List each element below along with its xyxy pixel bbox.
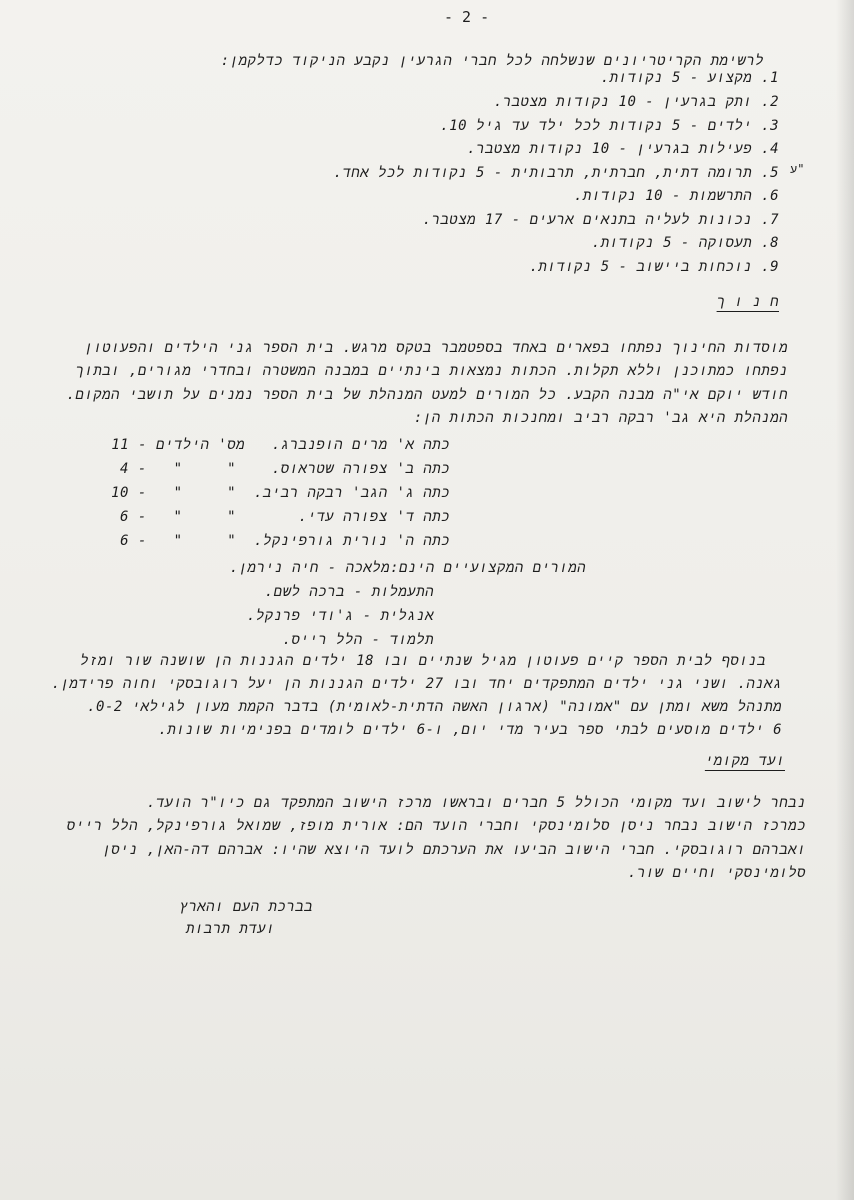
class-row: כתה א' מרים הופנברג. מס' הילדים - 11 [111, 437, 450, 453]
criteria-item: 9. נוכחות ביישוב - 5 נקודות. [529, 259, 779, 275]
criteria-item: 5. תרומה דתית, חברתית, תרבותית - 5 נקודות לכל אחד. [333, 165, 779, 181]
class-row: כתה ה' נורית גורפינקל. " " - 6 [120, 533, 450, 549]
committee-paragraph-line: כמרכז הישוב נבחר ניסן סלומינסקי וחברי הועד הם: אורית מופז, שמואל גורפינקל, הלל רייס [66, 818, 806, 834]
education-paragraph-line: המנהלת היא גב' רבקה רביב ומחנכות הכתות הן: [413, 410, 788, 426]
education-paragraph-line: מוסדות החינוך נפתחו בפארים באחד בספטמבר בטקס מרגש. בית הספר גני הילדים והפעוטון [84, 340, 788, 356]
page-number: - 2 - [444, 8, 490, 26]
specialist-teacher: אנגלית - ג'ודי פרנקל. [246, 608, 434, 624]
criteria-item: 1. מקצוע - 5 נקודות. [600, 70, 779, 86]
committee-paragraph-line: נבחר לישוב ועד מקומי הכולל 5 חברים ובראשו מרכז הישוב המתפקד גם כיו"ר הועד. [146, 795, 806, 811]
specialist-teachers: המורים המקצועיים הינם:מלאכה - חיה נירמן. [229, 560, 586, 576]
criteria-item: 6. התרשמות - 10 נקודות. [573, 188, 779, 204]
closing-signature: ועדת תרבות [185, 921, 275, 937]
criteria-item: 8. תעסוקה - 5 נקודות. [591, 235, 779, 251]
education-paragraph2-line: גאנה. ושני גני ילדים המתפקדים יחד ובו 27 ילדים הגננות הן יעל רוגובסקי וחוה פרידמן. [51, 676, 782, 692]
criteria-intro: לרשימת הקריטריונים שנשלחה לכל חברי הגרעין נקבע הניקוד כדלקמן: [220, 53, 764, 69]
criteria-item: 7. נכונות לעליה בתנאים ארעים - 17 מצטבר. [422, 212, 779, 228]
committee-paragraph-line: ואברהם רוגובסקי. חברי הישוב הביעו את הערכתם לועד היוצא שהיו: אברהם דה-האן, ניסן [102, 842, 806, 858]
education-paragraph2-line: 6 ילדים מוסעים לבתי ספר בעיר מדי יום, ו-6 ילדים לומדים בפנימיות שונות. [158, 722, 782, 738]
education-paragraph2-line: מתנהל משא ומתן עם "אמונה" (ארגון האשה הדתית-לאומית) בדבר הקמת מעון לגילאי 0-2. [87, 699, 782, 715]
criteria-item: 2. ותק בגרעין - 10 נקודות מצטבר. [493, 94, 779, 110]
specialist-teacher: התעמלות - ברכה לשם. [264, 584, 434, 600]
committee-heading: ועד מקומי [704, 753, 785, 769]
committee-paragraph-line: סלומינסקי וחיים שור. [627, 865, 806, 881]
class-row: כתה ד' צפורה עדי. " " - 6 [119, 509, 450, 525]
education-paragraph-line: נפתחו כמתוכנן וללא תקלות. הכתות נמצאות בינתיים במבנה המשטרה ובחדרי מגורים, ובתוך [75, 363, 788, 379]
education-paragraph2-line: בנוסף לבית הספר קיים פעוטון מגיל שנתיים ובו 18 ילדים הגננות הן שושנה שור ומזל [80, 653, 766, 669]
specialist-teacher: תלמוד - הלל רייס. [282, 632, 434, 648]
class-row: כתה ב' צפורה שטראוס. " " - 4 [120, 461, 450, 477]
margin-handwritten-mark: ע" [790, 162, 805, 176]
education-paragraph-line: חודש יוקם אי"ה מבנה הקבע. כל המורים למעט המנהלת של בית הספר נמנים על תושבי המקום. [66, 387, 788, 403]
education-heading: ח נ ו ך [716, 294, 779, 310]
criteria-item: 4. פעילות בגרעין - 10 נקודות מצטבר. [467, 141, 779, 157]
closing-greeting: בברכת העם והארץ [179, 899, 313, 915]
class-row: כתה ג' הגב' רבקה רביב. " " - 10 [111, 485, 450, 501]
criteria-item: 3. ילדים - 5 נקודות לכל ילד עד גיל 10. [440, 118, 779, 134]
